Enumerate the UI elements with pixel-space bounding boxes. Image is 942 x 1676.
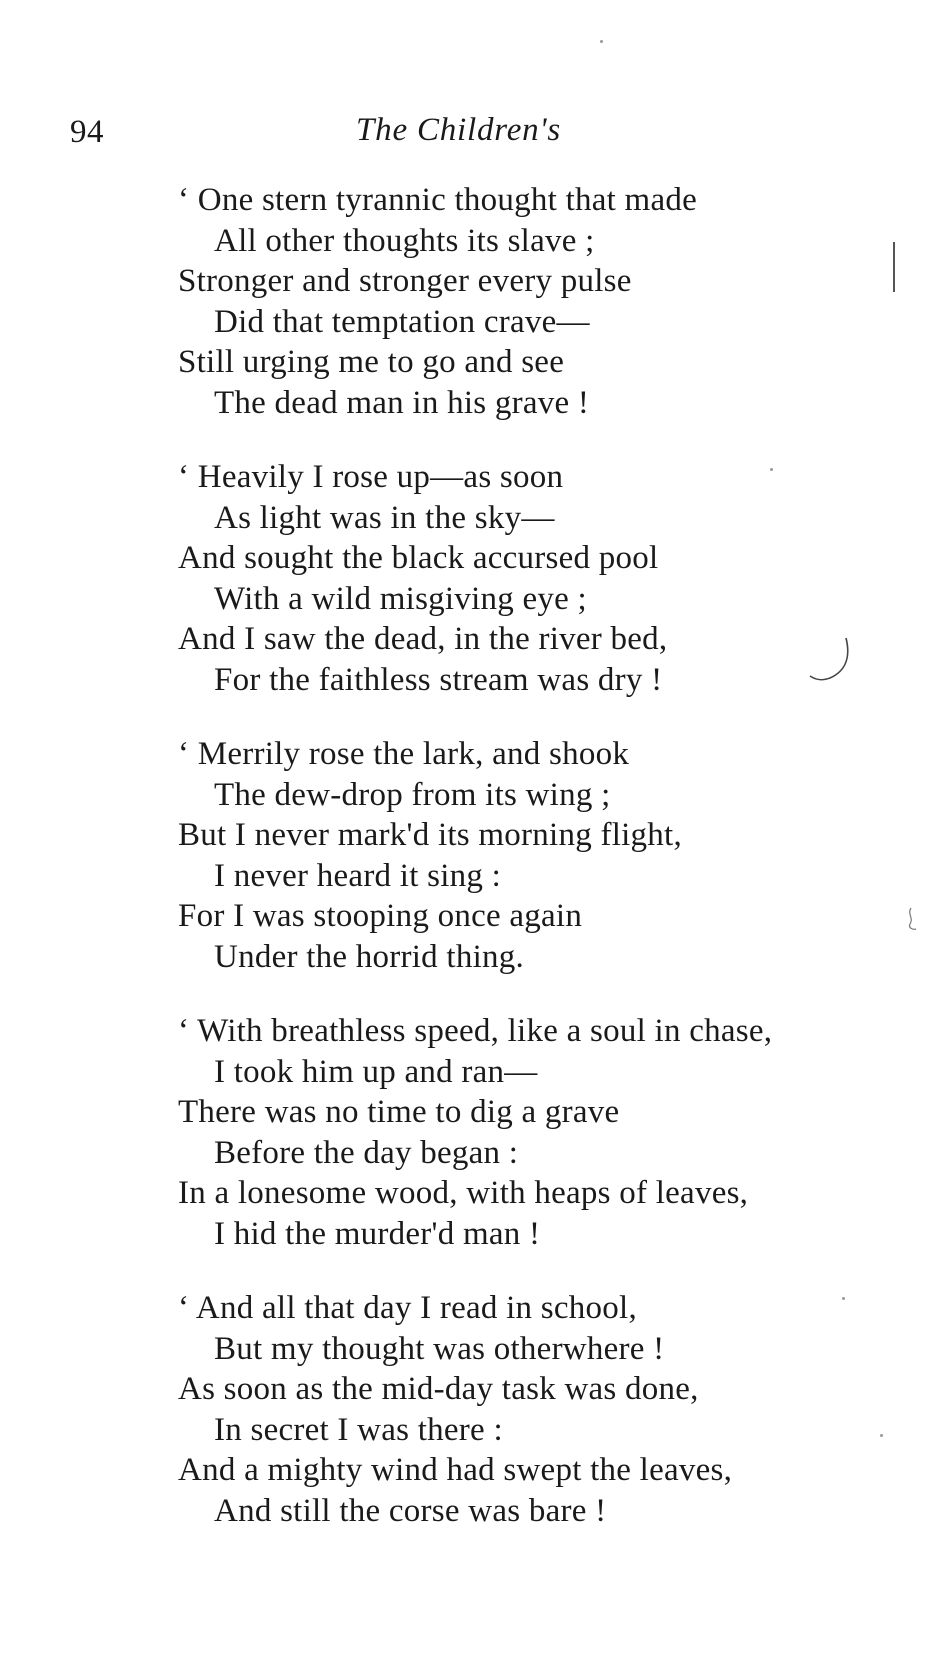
scan-speck [842, 1297, 845, 1300]
poem-line: ‘ Merrily rose the lark, and shook [178, 736, 630, 772]
poem-line: But my thought was otherwhere ! [214, 1330, 665, 1367]
stanza-3 [178, 734, 918, 977]
poem-line: In a lonesome wood, with heaps of leaves, [178, 1175, 749, 1211]
stanza-5 [178, 1288, 918, 1531]
poem-line: ‘ One stern tyrannic thought that made [178, 182, 698, 218]
stanza-2 [178, 457, 918, 700]
scan-speck [880, 1434, 883, 1437]
poem-line: And still the corse was bare ! [214, 1492, 607, 1529]
poem-line: Stronger and stronger every pulse [178, 263, 632, 299]
scan-speck [600, 40, 603, 43]
poem-line: Under the horrid thing. [214, 938, 525, 975]
scan-mark-curve [808, 636, 858, 684]
poem-line: I hid the murder'd man ! [214, 1215, 541, 1252]
poem-line: Before the day began : [214, 1134, 519, 1171]
stanza-4 [178, 1011, 918, 1254]
poem-line: ‘ And all that day I read in school, [178, 1290, 637, 1326]
poem-line: All other thoughts its slave ; [214, 222, 595, 259]
poem-line: In secret I was there : [214, 1411, 503, 1448]
poem-line: ‘ Heavily I rose up—as soon [178, 459, 564, 495]
poem [178, 180, 918, 1565]
poem-line: And sought the black accursed pool [178, 540, 659, 576]
poem-line: Still urging me to go and see [178, 344, 565, 380]
poem-line: I never heard it sing : [214, 857, 502, 894]
poem-line: But I never mark'd its morning flight, [178, 817, 682, 853]
scan-speck [770, 468, 773, 471]
poem-line: There was no time to dig a grave [178, 1094, 620, 1130]
poem-line: I took him up and ran— [214, 1053, 538, 1090]
running-title: The Children's [356, 112, 561, 148]
page-number: 94 [70, 114, 104, 150]
poem-line: As light was in the sky— [214, 499, 555, 536]
poem-line: With a wild misgiving eye ; [214, 580, 587, 617]
poem-line: And a mighty wind had swept the leaves, [178, 1452, 733, 1488]
scan-mark-bar [893, 242, 895, 292]
poem-line: As soon as the mid-day task was done, [178, 1371, 699, 1407]
poem-line: For I was stooping once again [178, 898, 583, 934]
scan-mark-squiggle [905, 906, 919, 932]
poem-line: Did that temptation crave— [214, 303, 590, 340]
poem-line: ‘ With breathless speed, like a soul in chase, [178, 1013, 773, 1049]
stanza-1 [178, 180, 918, 423]
poem-line: And I saw the dead, in the river bed, [178, 621, 668, 657]
poem-line: The dew-drop from its wing ; [214, 776, 611, 813]
poem-line: The dead man in his grave ! [214, 384, 590, 421]
poem-line: For the faithless stream was dry ! [214, 661, 663, 698]
